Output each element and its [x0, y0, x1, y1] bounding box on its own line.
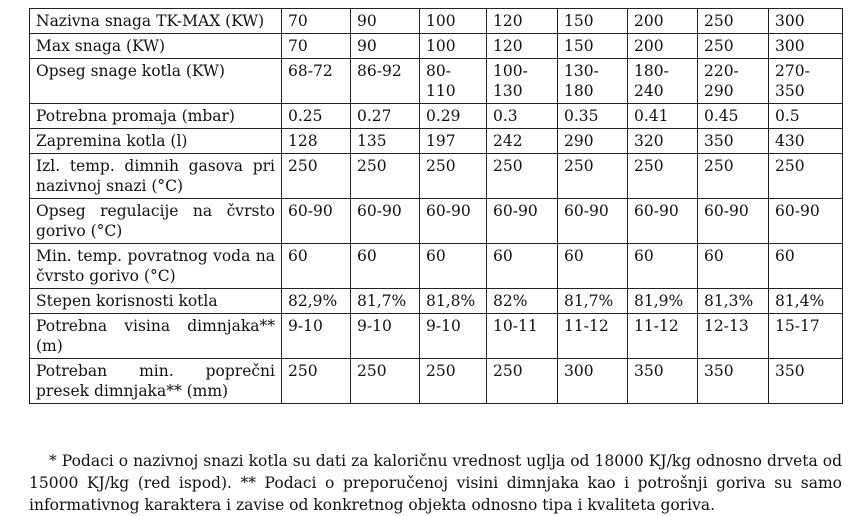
table-cell: 0.27 — [351, 104, 420, 129]
table-cell: 60 — [698, 244, 769, 289]
table-cell: 120 — [487, 9, 558, 34]
table-cell: 60-90 — [558, 199, 628, 244]
row-label: Min. temp. povratnog voda na čvrsto gorivo (°C) — [30, 244, 282, 289]
table-cell: 350 — [698, 359, 769, 404]
table-cell: 70 — [282, 34, 351, 59]
table-cell: 68-72 — [282, 59, 351, 104]
table-cell: 350 — [769, 359, 843, 404]
row-label: Opseg regulacije na čvrsto gorivo (°C) — [30, 199, 282, 244]
table-row — [30, 154, 843, 199]
table-cell: 60 — [628, 244, 698, 289]
table-cell: 135 — [351, 129, 420, 154]
row-label: Zapremina kotla (l) — [30, 129, 282, 154]
table-cell: 250 — [351, 154, 420, 199]
table-row — [30, 34, 843, 59]
table-cell: 60-90 — [420, 199, 487, 244]
table-cell: 250 — [698, 9, 769, 34]
table-cell: 12-13 — [698, 314, 769, 359]
row-label: Max snaga (KW) — [30, 34, 282, 59]
table-cell: 250 — [420, 154, 487, 199]
table-cell: 60-90 — [769, 199, 843, 244]
row-label: Potrebna promaja (mbar) — [30, 104, 282, 129]
spec-table-body — [30, 9, 843, 404]
table-cell: 9-10 — [282, 314, 351, 359]
table-cell: 70 — [282, 9, 351, 34]
table-cell: 150 — [558, 9, 628, 34]
table-cell: 81,7% — [558, 289, 628, 314]
table-cell: 197 — [420, 129, 487, 154]
table-cell: 60 — [558, 244, 628, 289]
table-cell: 81,9% — [628, 289, 698, 314]
table-cell: 90 — [351, 34, 420, 59]
table-cell: 60-90 — [487, 199, 558, 244]
row-label: Potrebna visina dimnjaka** (m) — [30, 314, 282, 359]
table-cell: 430 — [769, 129, 843, 154]
table-cell: 120 — [487, 34, 558, 59]
table-cell: 80-110 — [420, 59, 487, 104]
table-cell: 60 — [420, 244, 487, 289]
table-cell: 60 — [351, 244, 420, 289]
table-cell: 0.3 — [487, 104, 558, 129]
table-cell: 250 — [487, 359, 558, 404]
table-cell: 350 — [628, 359, 698, 404]
table-cell: 150 — [558, 34, 628, 59]
table-cell: 180-240 — [628, 59, 698, 104]
table-cell: 11-12 — [558, 314, 628, 359]
table-cell: 82,9% — [282, 289, 351, 314]
table-row — [30, 199, 843, 244]
table-cell: 250 — [487, 154, 558, 199]
table-cell: 300 — [769, 9, 843, 34]
table-cell: 60 — [282, 244, 351, 289]
table-cell: 0.41 — [628, 104, 698, 129]
table-row — [30, 314, 843, 359]
table-cell: 0.5 — [769, 104, 843, 129]
table-cell: 250 — [628, 154, 698, 199]
table-cell: 86-92 — [351, 59, 420, 104]
table-cell: 250 — [420, 359, 487, 404]
table-cell: 0.35 — [558, 104, 628, 129]
table-cell: 81,4% — [769, 289, 843, 314]
table-row — [30, 104, 843, 129]
table-row — [30, 129, 843, 154]
row-label: Opseg snage kotla (KW) — [30, 59, 282, 104]
table-cell: 81,8% — [420, 289, 487, 314]
table-cell: 60 — [487, 244, 558, 289]
table-cell: 0.45 — [698, 104, 769, 129]
table-row — [30, 59, 843, 104]
table-cell: 81,3% — [698, 289, 769, 314]
table-cell: 350 — [698, 129, 769, 154]
table-cell: 300 — [769, 34, 843, 59]
table-cell: 200 — [628, 34, 698, 59]
table-cell: 128 — [282, 129, 351, 154]
table-cell: 15-17 — [769, 314, 843, 359]
table-cell: 9-10 — [351, 314, 420, 359]
table-cell: 100-130 — [487, 59, 558, 104]
table-row — [30, 9, 843, 34]
table-row — [30, 289, 843, 314]
table-cell: 250 — [558, 154, 628, 199]
table-cell: 60-90 — [628, 199, 698, 244]
table-cell: 320 — [628, 129, 698, 154]
table-cell: 290 — [558, 129, 628, 154]
table-cell: 60 — [769, 244, 843, 289]
footnote-text: * Podaci o nazivnoj snazi kotla su dati za kaloričnu vrednost uglja od 18000 KJ/kg odnosno drveta od 15000 KJ/kg (red ispod). ** Podaci o preporučenoj visini dimnjaka kao i potrošnji goriva su samo informativnog karaktera i zavise od konkretnog objekta odnosno tipa i kvaliteta goriva. — [29, 451, 842, 514]
table-cell: 0.29 — [420, 104, 487, 129]
table-cell: 250 — [698, 154, 769, 199]
table-cell: 100 — [420, 9, 487, 34]
table-cell: 270-350 — [769, 59, 843, 104]
table-cell: 250 — [351, 359, 420, 404]
table-cell: 60-90 — [351, 199, 420, 244]
table-cell: 82% — [487, 289, 558, 314]
table-cell: 220-290 — [698, 59, 769, 104]
row-label: Stepen korisnosti kotla — [30, 289, 282, 314]
table-cell: 130-180 — [558, 59, 628, 104]
table-cell: 11-12 — [628, 314, 698, 359]
table-cell: 200 — [628, 9, 698, 34]
table-cell: 250 — [769, 154, 843, 199]
table-cell: 0.25 — [282, 104, 351, 129]
table-cell: 90 — [351, 9, 420, 34]
table-cell: 60-90 — [698, 199, 769, 244]
table-cell: 242 — [487, 129, 558, 154]
table-row — [30, 244, 843, 289]
table-cell: 300 — [558, 359, 628, 404]
table-cell: 60-90 — [282, 199, 351, 244]
row-label: Nazivna snaga TK-MAX (KW) — [30, 9, 282, 34]
table-cell: 250 — [282, 359, 351, 404]
row-label: Potreban min. poprečni presek dimnjaka** (mm) — [30, 359, 282, 404]
table-cell: 9-10 — [420, 314, 487, 359]
table-cell: 250 — [282, 154, 351, 199]
row-label: Izl. temp. dimnih gasova pri nazivnoj snazi (°C) — [30, 154, 282, 199]
table-cell: 10-11 — [487, 314, 558, 359]
table-cell: 81,7% — [351, 289, 420, 314]
table-cell: 100 — [420, 34, 487, 59]
boiler-spec-table — [29, 8, 843, 404]
table-row — [30, 359, 843, 404]
table-cell: 250 — [698, 34, 769, 59]
